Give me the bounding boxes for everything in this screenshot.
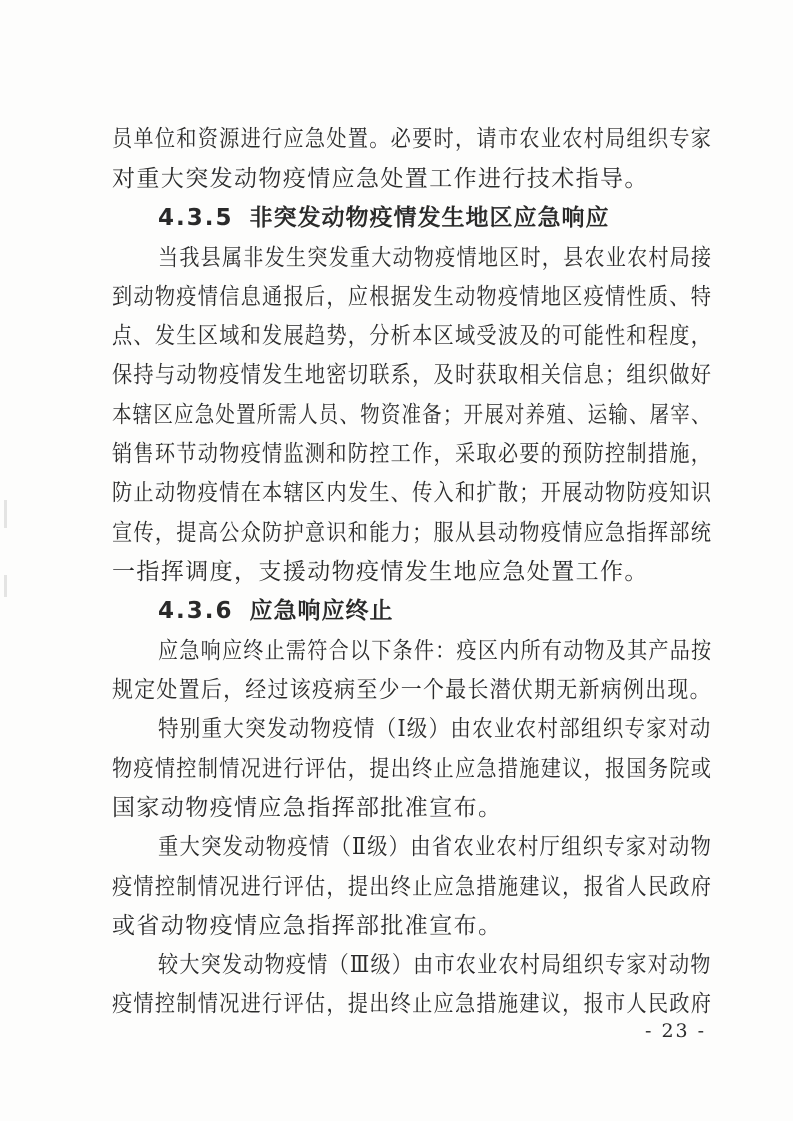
- body-line: 一指挥调度，支援动物疫情发生地应急处置工作。: [112, 559, 649, 585]
- section-title: 非突发动物疫情发生地区应急响应: [249, 205, 610, 231]
- section-number: 4.3.5: [158, 205, 234, 231]
- section-number: 4.3.6: [158, 598, 234, 624]
- body-line: 防止动物疫情在本辖区内发生、传入和扩散；开展动物防疫知识: [112, 480, 713, 506]
- body-line: 应急响应终止需符合以下条件：疫区内所有动物及其产品按: [158, 638, 713, 664]
- body-line: 对重大突发动物疫情应急处置工作进行技术指导。: [112, 166, 649, 192]
- body-line: 宣传，提高公众防护意识和能力；服从县动物疫情应急指挥部统: [112, 520, 713, 546]
- body-line: 疫情控制情况进行评估，提出终止应急措施建议，报市人民政府: [112, 991, 713, 1017]
- body-line: 疫情控制情况进行评估，提出终止应急措施建议，报省人民政府: [112, 874, 713, 900]
- body-line: 本辖区应急处置所需人员、物资准备；开展对养殖、运输、屠宰、: [112, 402, 712, 428]
- section-heading-4-3-6: [158, 596, 394, 626]
- body-line: 员单位和资源进行应急处置。必要时，请市农业农村局组织专家: [112, 126, 713, 152]
- section-title: 应急响应终止: [249, 598, 394, 624]
- body-line: 保持与动物疫情发生地密切联系，及时获取相关信息；组织做好: [112, 362, 713, 388]
- scan-margin-mark: [4, 500, 7, 528]
- body-line: 国家动物疫情应急指挥部批准宣布。: [112, 795, 503, 821]
- body-line: 较大突发动物疫情（Ⅲ级）由市农业农村局组织专家对动物: [158, 952, 712, 978]
- scan-margin-mark: [4, 575, 7, 597]
- body-line: 物疫情控制情况进行评估，提出终止应急措施建议，报国务院或: [112, 756, 713, 782]
- section-heading-4-3-5: [158, 203, 610, 233]
- body-line: 到动物疫情信息通报后，应根据发生动物疫情地区疫情性质、特: [112, 284, 713, 310]
- body-line: 规定处置后，经过该疫病至少一个最长潜伏期无新病例出现。: [112, 677, 712, 703]
- body-line: 重大突发动物疫情（Ⅱ级）由省农业农村厅组织专家对动物: [158, 834, 713, 860]
- body-line: 销售环节动物疫情监测和防控工作，采取必要的预防控制措施，: [112, 441, 713, 467]
- body-line: 或省动物疫情应急指挥部批准宣布。: [112, 913, 503, 939]
- body-line: 特别重大突发动物疫情（Ⅰ级）由农业农村部组织专家对动: [158, 716, 712, 742]
- body-line: 当我县属非发生突发重大动物疫情地区时，县农业农村局接: [158, 245, 713, 271]
- body-line: 点、发生区域和发展趋势，分析本区域受波及的可能性和程度，: [112, 323, 713, 349]
- page-number: - 23 -: [645, 1020, 707, 1042]
